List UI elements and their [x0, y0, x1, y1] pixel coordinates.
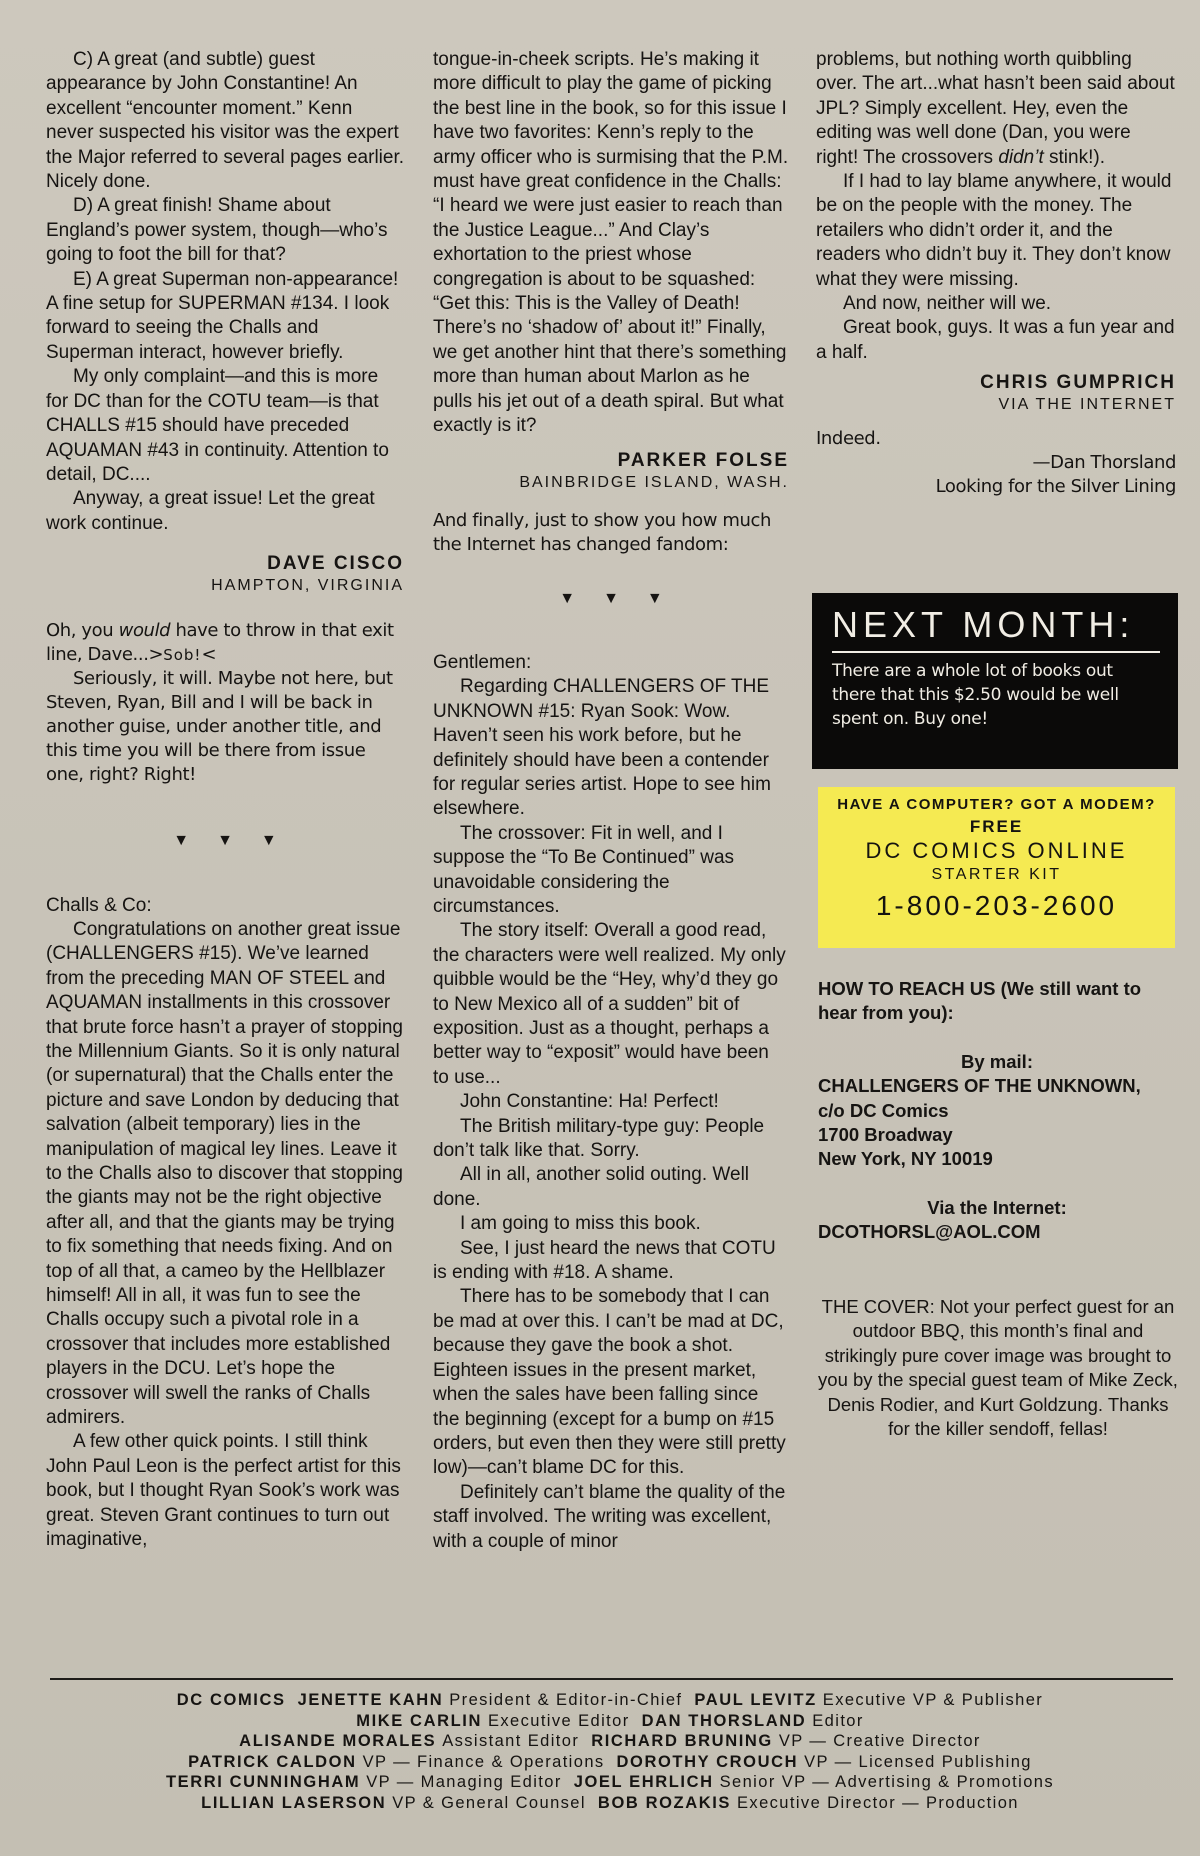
- letter-signature: [433, 449, 789, 493]
- letter-paragraph: Anyway, a great issue! Let the great work continue.: [46, 488, 375, 534]
- signature-location: BAINBRIDGE ISLAND, WASH.: [519, 473, 789, 491]
- address-line: CHALLENGERS OF THE UNKNOWN,: [818, 1075, 1141, 1097]
- credit-title: Senior VP — Advertising & Promotions: [719, 1773, 1055, 1791]
- letter-paragraph: The British military-type guy: People don’t talk like that. Sorry.: [433, 1115, 765, 1162]
- letter-paragraph: The crossover: Fit in well, and I suppose the “To Be Continued” was unavoidable considering the circumstances.: [433, 822, 735, 917]
- ad-subtitle: STARTER KIT: [931, 866, 1062, 883]
- reply-text: Sob!: [163, 646, 202, 665]
- credit-name: DOROTHY CROUCH: [616, 1752, 799, 1771]
- ad-phone-number: 1-800-203-2600: [875, 890, 1118, 921]
- letter-paragraph: All in all, another solid outing. Well done.: [433, 1164, 750, 1210]
- credit-title: Assistant Editor: [442, 1732, 580, 1750]
- letter-paragraph: tongue-in-cheek scripts. He’s making it more difficult to play the game of picking the best line in the book, so for this issue I have two favorites: Kenn’s reply to the army officer who is surmising that the P.M. must have great confidence in the Challs: “I heard we were just easier to reach than the Justice League...” And Clay’s exhortation to the priest whose congregation is about to be squashed: “Get this: This is the Valley of Death! There’s no ‘shadow of’ about it!” Finally, we get another hint that there’s something more than human about Marlon as he pulls his jet out of a death spiral. But what exactly is it?: [433, 49, 789, 437]
- address-line: 1700 Broadway: [818, 1124, 953, 1146]
- credit-name: TERRI CUNNINGHAM: [165, 1773, 361, 1791]
- letter-paragraph: Great book, guys. It was a fun year and a half.: [816, 317, 1175, 363]
- reply-text: have to throw in that exit line, Dave...>: [46, 620, 394, 666]
- credits-row: [46, 1690, 1174, 1711]
- internet-label: Via the Internet:: [927, 1196, 1067, 1218]
- letter-paragraph: John Constantine: Ha! Perfect!: [460, 1091, 719, 1113]
- section-separator: ▼▼▼: [173, 832, 305, 850]
- next-month-body: There are a whole lot of books out there that this $2.50 would be well spent on. Buy one!: [832, 661, 1119, 729]
- credit-name: ALISANDE MORALES: [239, 1732, 437, 1750]
- mail-label: By mail:: [961, 1050, 1033, 1072]
- letter-paragraph: Regarding CHALLENGERS OF THE UNKNOWN #15: Ryan Sook: Wow. Haven’t seen his work before, but he definitely should have been a contender for regular series artist. Hope to see him elsewhere.: [433, 676, 771, 820]
- address-line: New York, NY 10019: [818, 1148, 993, 1170]
- editor-reply: [46, 619, 404, 787]
- letter-signature: [46, 552, 404, 596]
- letter-paragraph: See, I just heard the news that COTU is ending with #18. A shame.: [433, 1237, 776, 1284]
- staff-credits: [46, 1690, 1174, 1813]
- contact-heading: HOW TO REACH US (We still want to hear from you):: [818, 978, 1142, 1024]
- credits-row: [46, 1711, 1174, 1732]
- credit-title: VP & General Counsel: [392, 1793, 586, 1812]
- credit-title: Editor: [812, 1711, 864, 1730]
- credits-row: [46, 1731, 1174, 1752]
- contact-info: [818, 977, 1176, 1245]
- credits-row: [46, 1772, 1174, 1793]
- reply-paragraph: And finally, just to show you how much the Internet has changed fandom:: [433, 509, 772, 555]
- next-month-title: NEXT MONTH:: [832, 603, 1160, 653]
- email-address: DCOTHORSL@AOL.COM: [818, 1221, 1041, 1243]
- editor-reply: [433, 509, 789, 557]
- reply-emphasis: would: [118, 620, 171, 642]
- credit-name: DAN THORSLAND: [641, 1711, 807, 1730]
- dc-online-ad: [818, 787, 1175, 948]
- credit-name: MIKE CARLIN: [356, 1711, 482, 1730]
- signature-location: VIA THE INTERNET: [998, 396, 1176, 414]
- letter-paragraph: [816, 48, 1176, 170]
- reply-text: Oh, you: [46, 620, 119, 642]
- column-3: [816, 48, 1176, 499]
- credit-name: PATRICK CALDON: [188, 1752, 357, 1771]
- credit-title: VP — Finance & Operations: [362, 1752, 605, 1771]
- credit-title: President & Editor-in-Chief: [449, 1691, 683, 1709]
- letter-paragraph: My only complaint—and this is more for DC than for the COTU team—is that CHALLS #15 should have preceded AQUAMAN #43 in continuity. Attention to detail, DC....: [46, 366, 389, 485]
- address-line: c/o DC Comics: [818, 1099, 949, 1121]
- credit-title: VP — Licensed Publishing: [804, 1752, 1032, 1771]
- letter-paragraph: There has to be somebody that I can be mad at over this. I can’t be mad at DC, because they gave the book a shot. Eighteen issues in the present market, when the sales have been falling since the beginning (except for a bump on #15 orders, but even then they were still pretty low)—can’t blame DC for this.: [433, 1286, 786, 1479]
- credit-title: Executive VP & Publisher: [822, 1691, 1044, 1709]
- credit-name: PAUL LEVITZ: [694, 1691, 817, 1709]
- letter-salutation: Challs & Co:: [46, 894, 152, 916]
- signature-location: HAMPTON, VIRGINIA: [211, 577, 404, 595]
- credit-name: JENETTE KAHN: [297, 1691, 444, 1709]
- signature-name: DAVE CISCO: [267, 553, 404, 575]
- signature-name: CHRIS GUMPRICH: [980, 372, 1176, 394]
- letter-paragraph: I am going to miss this book.: [460, 1213, 701, 1235]
- credits-row: [46, 1752, 1174, 1773]
- letter-signature: [816, 371, 1176, 415]
- ad-headline: HAVE A COMPUTER? GOT A MODEM?: [837, 796, 1156, 813]
- letter-text: stink!).: [1043, 146, 1105, 168]
- credit-name: RICHARD BRUNING: [591, 1732, 773, 1750]
- letter-paragraph: Congratulations on another great issue (CHALLENGERS #15). We’ve learned from the preceding MAN OF STEEL and AQUAMAN installments in this crossover that brute force hasn’t a prayer of stopping the Millennium Giants. So it is only natural (or supernatural) that the Challs enter the picture and save London by deducing that salvation (albeit temporary) lies in the manipulation of magical ley lines. Leave it to the Challs also to discover that stopping the giants may not be the right objective after all, and that the giants may be trying to fix something that needs fixing. And on top of all that, a cameo by the Hellblazer himself! All in all, it was fun to see the Challs occupy such a pivotal role in a crossover that includes more established players in the DCU. Let’s hope the crossover will swell the ranks of Challs admirers.: [46, 918, 403, 1429]
- reply-signature: —Dan Thorsland: [1032, 452, 1176, 474]
- letter-paragraph: The story itself: Overall a good read, the characters were well realized. My only quibble would be the “Hey, why’d they go to New Mexico all of a sudden” bit of exposition. Just as a thought, perhaps a better way to “exposit” would have been to use...: [433, 920, 786, 1088]
- letter-text: problems, but nothing worth quibbling over. The art...what hasn’t been said about JPL? Simply excellent. Hey, even the editing was well done (Dan, you were right! The crossovers: [816, 49, 1175, 168]
- cover-note: THE COVER: Not your perfect guest for an outdoor BBQ, this month’s final and strikingly pure cover image was brought to you by the special guest team of Mike Zeck, Denis Rodier, and Kurt Goldzung. Thanks for the killer sendoff, fellas!: [818, 1296, 1178, 1440]
- credit-name: BOB ROZAKIS: [597, 1793, 732, 1812]
- letter-paragraph: If I had to lay blame anywhere, it would be on the people with the money. The retailers who didn’t order it, and the readers who didn’t buy it. They don’t know what they were missing.: [816, 171, 1172, 290]
- ad-free-label: FREE: [969, 817, 1024, 836]
- letter-emphasis: didn’t: [998, 146, 1044, 168]
- credits-row: [46, 1793, 1174, 1814]
- reply-text: <: [201, 644, 217, 666]
- reply-paragraph: Seriously, it will. Maybe not here, but Steven, Ryan, Bill and I will be back in another guise, under another title, and this time you will be there from issue one, right? Right!: [46, 668, 393, 786]
- next-month-box: [812, 593, 1178, 769]
- credit-title: Executive Director — Production: [737, 1793, 1019, 1812]
- signature-name: PARKER FOLSE: [617, 449, 789, 471]
- credits-divider: [50, 1678, 1173, 1680]
- letter-paragraph: A few other quick points. I still think John Paul Leon is the perfect artist for this book, but I thought Ryan Sook’s work was great. Steven Grant continues to turn out imaginative,: [46, 1431, 401, 1551]
- reply-signature-subtitle: Looking for the Silver Lining: [935, 476, 1176, 498]
- letter-paragraph: E) A great Superman non-appearance! A fine setup for SUPERMAN #134. I look forward to seeing the Challs and Superman interact, however briefly.: [46, 268, 399, 363]
- column-2: [433, 48, 789, 1554]
- credit-name: DC COMICS: [176, 1691, 286, 1709]
- letter-paragraph: Definitely can’t blame the quality of the staff involved. The writing was excellent, with a couple of minor: [433, 1481, 786, 1552]
- letter-paragraph: D) A great finish! Shame about England’s power system, though—who’s going to foot the bill for that?: [46, 195, 388, 266]
- letter-salutation: Gentlemen:: [433, 651, 532, 673]
- column-1: [46, 48, 404, 1553]
- editor-reply: [816, 427, 1176, 499]
- credit-title: VP — Creative Director: [778, 1732, 981, 1750]
- ad-product-name: DC COMICS ONLINE: [865, 838, 1128, 863]
- reply-paragraph: Indeed.: [816, 428, 881, 450]
- credit-title: Executive Editor: [487, 1711, 630, 1730]
- credit-name: JOEL EHRLICH: [573, 1773, 714, 1791]
- letter-paragraph: And now, neither will we.: [843, 293, 1052, 315]
- letter-paragraph: C) A great (and subtle) guest appearance by John Constantine! An excellent “encounter moment.” Kenn never suspected his visitor was the expert the Major referred to several pages earlier. Nicely done.: [46, 49, 405, 193]
- credit-title: VP — Managing Editor: [366, 1773, 562, 1791]
- section-separator: ▼▼▼: [559, 589, 691, 607]
- credit-name: LILLIAN LASERSON: [201, 1793, 387, 1812]
